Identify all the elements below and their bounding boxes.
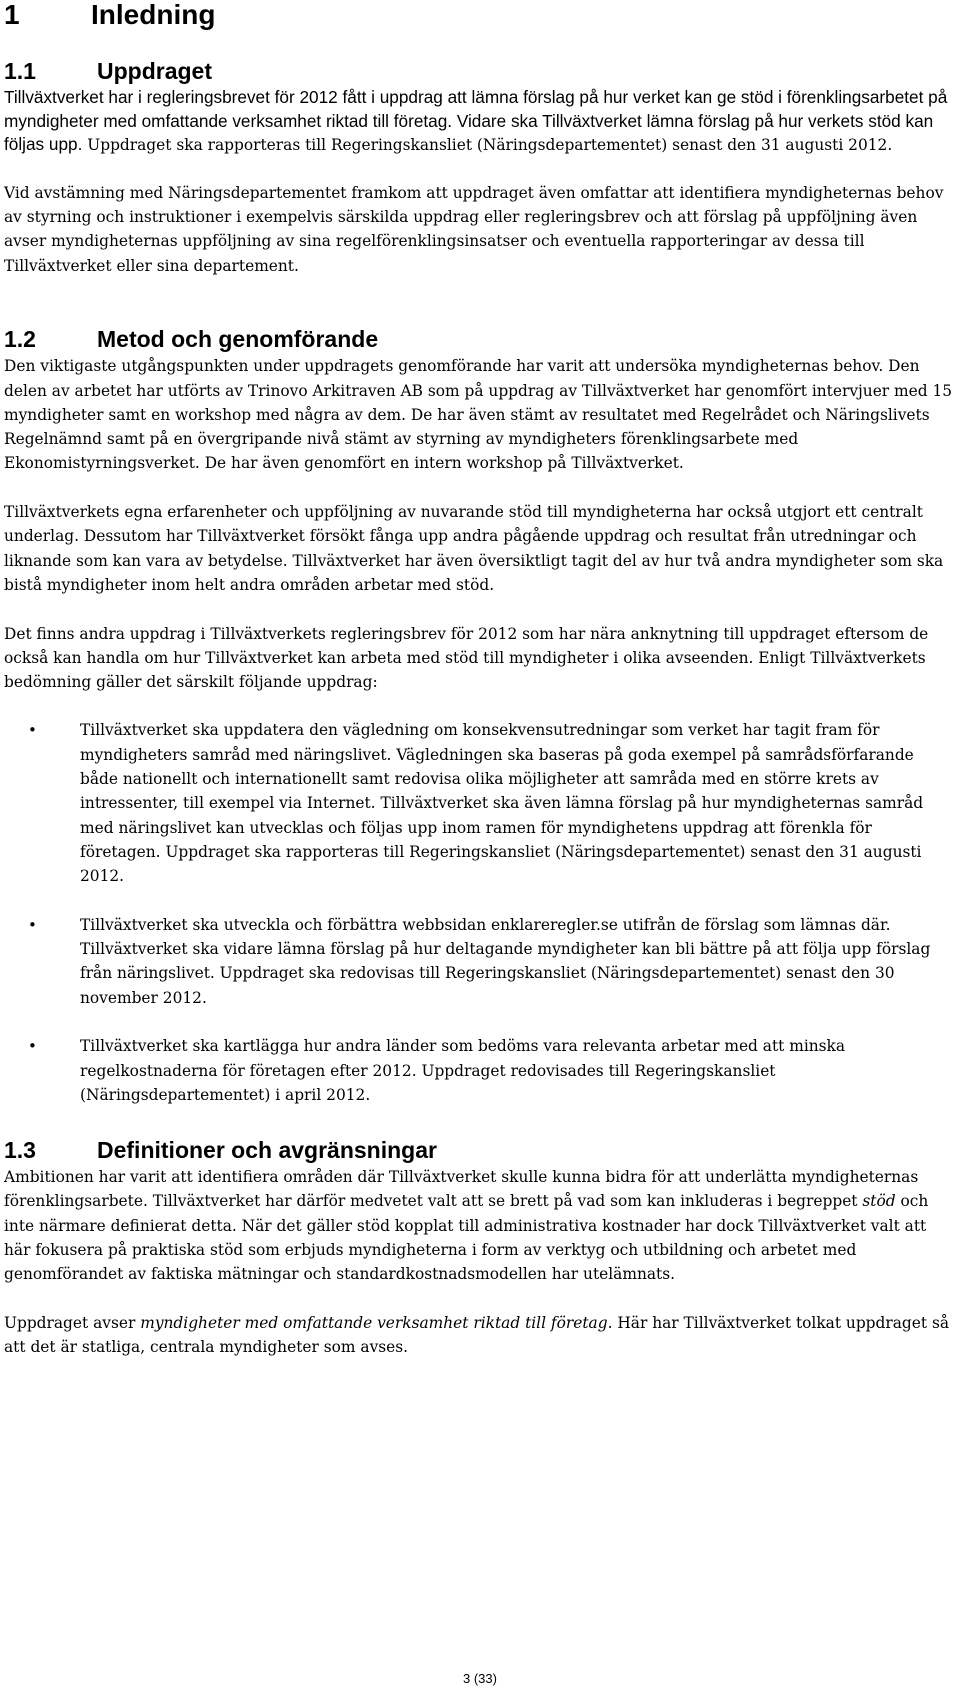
paragraph-text: Tillväxtverket har i regleringsbrevet för 2012 fått i uppdrag att lämna förslag på hur verket kan ge stöd i förenklingsarbetet på myndigheter med omfattande verksamhet riktad till företag. Vidare ska Tillväxtverket lämna förslag på hur verkets stöd kan följas upp. [4,87,948,154]
chapter-number: 1 [4,0,20,30]
chapter-heading [4,0,954,30]
bullet-icon: • [28,915,37,934]
list-item [4,913,954,1010]
bullet-list [4,718,954,1107]
section-number: 1.2 [4,326,36,353]
section-title: Definitioner och avgränsningar [97,1137,437,1164]
section-title: Uppdraget [97,58,212,84]
list-item [4,718,954,888]
paragraph [4,1311,954,1360]
paragraph-text: Uppdraget avser [4,1313,141,1332]
paragraph [4,86,954,157]
section-heading-1-3 [4,1137,954,1163]
section-number: 1.3 [4,1137,36,1164]
paragraph-text: och inte närmare definierat detta. När det gäller stöd kopplat till administrativa kostnader har dock Tillväxtverket valt att här fokusera på praktiska stöd som erbjuds myndigheterna i form av verktyg och utbildning och arbetet med genomförandet av faktiska mätningar och standardkostnadsmodellen har utelämnats. [4,1192,929,1284]
paragraph-text: . Här har Tillväxtverket tolkat uppdraget så att det är statliga, centrala myndigheter som avses. [4,1313,950,1357]
paragraph-text: Uppdraget ska rapporteras till Regeringskansliet (Näringsdepartementet) senast den 31 augusti 2012. [82,136,893,154]
paragraph [4,1165,954,1286]
chapter-title: Inledning [91,0,216,30]
bullet-icon: • [28,1037,37,1056]
paragraph-text: Ambitionen har varit att identifiera områden där Tillväxtverket skulle kunna bidra för att underlätta myndigheternas förenklingsarbete. Tillväxtverket har därför medvetet valt att se brett på vad som kan inkluderas i begreppet [4,1168,919,1211]
section-number: 1.1 [4,58,36,84]
section-title: Metod och genomförande [97,326,379,353]
list-item-text: Tillväxtverket ska utveckla och förbättra webbsidan enklareregler.se utifrån de förslag som lämnas där. Tillväxtverket ska vidare lämna förslag på hur deltagande myndigheter kan bli bättre på att följa upp förslag från näringslivet. Uppdraget ska redovisas till Regeringskansliet (Näringsdepartementet) senast den 30 november 2012. [80,915,931,1007]
emphasis-text: stöd [862,1192,896,1211]
paragraph: Vid avstämning med Näringsdepartementet framkom att uppdraget även omfattar att identifiera myndigheternas behov av styrning och instruktioner i exempelvis särskilda uppdrag eller regleringsbrev och att förslag på uppföljning även avser myndigheternas uppföljning av sina regelförenklingsinsatser och eventuella rapporteringar av dessa till Tillväxtverket eller sina departement. [4,183,944,275]
document-page [4,0,954,1360]
list-item [4,1034,954,1107]
list-item-text: Tillväxtverket ska uppdatera den vägledning om konsekvensutredningar som verket har tagit fram för myndigheters samråd med näringslivet. Vägledningen ska baseras på goda exempel på samrådsförfarande både nationellt och internationellt samt redovisa olika möjligheter att samråda med en större krets av intressenter, till exempel via Internet. Tillväxtverket ska även lämna förslag på hur myndigheternas samråd med näringslivet kan utvecklas och följas upp inom ramen för myndighetens uppdrag att förenkla för företagen. Uppdraget ska rapporteras till Regeringskansliet (Näringsdepartementet) senast den 31 augusti 2012. [80,721,924,886]
list-item-text: Tillväxtverket ska kartlägga hur andra länder som bedöms vara relevanta arbetar med att minska regelkostnaderna för företagen efter 2012. Uppdraget redovisades till Regeringskansliet (Näringsdepartementet) i april 2012. [80,1037,846,1104]
emphasis-text: myndigheter med omfattande verksamhet riktad till företag [140,1313,608,1332]
section-heading-1-1 [4,58,954,84]
bullet-icon: • [28,721,37,740]
paragraph: Det finns andra uppdrag i Tillväxtverkets regleringsbrev för 2012 som har nära anknytning till uppdraget eftersom de också kan handla om hur Tillväxtverket kan arbeta med stöd till myndigheter i olika avseenden. Enligt Tillväxtverkets bedömning gäller det särskilt följande uppdrag: [4,624,929,692]
paragraph: Tillväxtverkets egna erfarenheter och uppföljning av nuvarande stöd till myndigheterna har också utgjort ett centralt underlag. Dessutom har Tillväxtverket försökt fånga upp andra pågående uppdrag och resultat från utredningar och liknande som kan vara av betydelse. Tillväxtverket har även översiktligt tagit del av hur två andra myndigheter som ska bistå myndigheter inom helt andra områden arbetar med stöd. [4,503,944,594]
paragraph: Den viktigaste utgångspunkten under uppdragets genomförande har varit att undersöka myndigheternas behov. Den delen av arbetet har utförts av Trinovo Arkitraven AB som på uppdrag av Tillväxtverket har genomfört intervjuer med 15 myndigheter samt en workshop med några av dem. De har även stämt av resultatet med Regelrådet och Näringslivets Regelnämnd samt på en övergripande nivå stämt av styrning av myndigheters förenklingsarbete med Ekonomistyrningsverket. De har även genomfört en intern workshop på Tillväxtverket. [4,357,953,473]
page-number: 3 (33) [463,1671,497,1686]
section-heading-1-2 [4,326,954,352]
